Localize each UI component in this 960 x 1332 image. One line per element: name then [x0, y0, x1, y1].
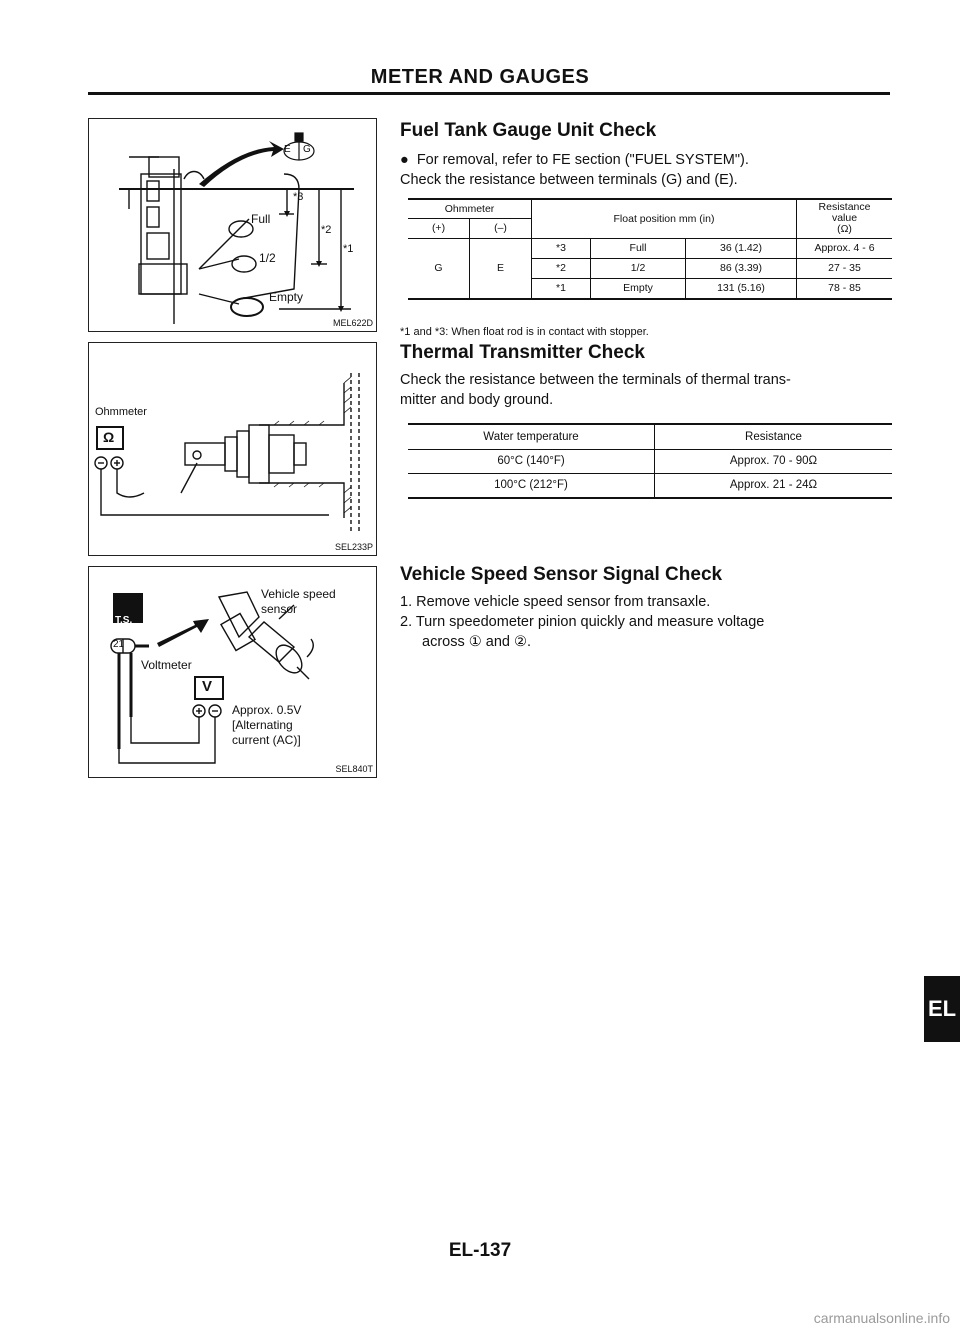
- half-label: 1/2: [259, 251, 276, 265]
- section-tab: EL: [924, 976, 960, 1042]
- marker-1-label: *1: [343, 243, 354, 255]
- resistance-header: Resistance: [655, 425, 893, 449]
- approx-voltage-label: Approx. 0.5V: [232, 703, 302, 717]
- page-title: METER AND GAUGES: [370, 66, 590, 88]
- position-cell: Full: [591, 238, 686, 258]
- fuel-instruction: Check the resistance between terminals (G) and (E).: [400, 172, 738, 188]
- thermal-text-line2: mitter and body ground.: [400, 392, 554, 408]
- position-cell: Empty: [591, 278, 686, 298]
- mm-cell: 36 (1.42): [686, 238, 797, 258]
- resistance-cell: 78 - 85: [797, 278, 893, 298]
- connector-21-label: 21: [113, 639, 125, 650]
- speed-step-2b: across ① and ②.: [422, 634, 532, 650]
- minus-terminal-cell: E: [470, 238, 532, 298]
- fuel-section-heading: Fuel Tank Gauge Unit Check: [400, 120, 657, 141]
- fuel-table-note: *1 and *3: When float rod is in contact with stopper.: [400, 326, 649, 338]
- omega-symbol: Ω: [103, 429, 115, 445]
- table-header-row: [408, 425, 892, 449]
- alternating-label: [Alternating: [232, 718, 293, 732]
- empty-label: Empty: [269, 290, 304, 304]
- mark-cell: *1: [532, 278, 591, 298]
- sensor-label: sensor: [261, 602, 298, 616]
- figure-code: SEL840T: [335, 764, 373, 774]
- thermal-spec-table: [408, 425, 892, 497]
- figure-code: MEL622D: [332, 318, 373, 328]
- ts-badge: T.S.: [115, 615, 133, 626]
- resistance-header-1: Resistance: [818, 201, 871, 214]
- water-temp-header: Water temperature: [483, 430, 579, 443]
- bullet-icon: ●: [400, 152, 417, 168]
- float-position-header: Float position mm (in): [532, 200, 797, 238]
- ac-label: current (AC)]: [232, 733, 301, 747]
- voltmeter-label: Voltmeter: [141, 658, 192, 672]
- speed-step-2: 2. Turn speedometer pinion quickly and measure voltage: [400, 614, 765, 630]
- thermal-section-heading: Thermal Transmitter Check: [400, 342, 645, 363]
- thermal-illustration: [89, 343, 376, 555]
- figure-code: SEL233P: [334, 542, 373, 552]
- position-cell: 1/2: [591, 258, 686, 278]
- speed-section-heading: Vehicle Speed Sensor Signal Check: [400, 564, 723, 585]
- mark-cell: *3: [532, 238, 591, 258]
- table-bottom-rule: [408, 497, 892, 499]
- plus-header: (+): [431, 222, 446, 234]
- temp-cell: 100°C (212°F): [494, 479, 568, 492]
- resistance-header: [797, 200, 893, 238]
- marker-2-label: *2: [321, 224, 332, 236]
- connector-g-label: G: [303, 144, 311, 155]
- fuel-spec-table-wrap: [408, 198, 892, 300]
- resistance-cell: 27 - 35: [797, 258, 893, 278]
- full-label: Full: [251, 212, 271, 226]
- marker-3-label: *3: [293, 191, 304, 203]
- fuel-gauge-illustration: [89, 119, 376, 331]
- vehicle-speed-label: Vehicle speed: [261, 587, 336, 601]
- temp-cell: 60°C (140°F): [497, 455, 565, 467]
- table-row: [408, 238, 892, 258]
- mm-cell: 131 (5.16): [686, 278, 797, 298]
- mark-cell: *2: [532, 258, 591, 278]
- minus-header: (–): [470, 218, 532, 238]
- resistance-cell: Approx. 21 - 24Ω: [655, 473, 893, 497]
- connector-e-label: E: [284, 144, 291, 155]
- table-row: [408, 473, 892, 497]
- ohmmeter-label: Ohmmeter: [95, 406, 147, 418]
- resistance-cell: Approx. 70 - 90Ω: [655, 449, 893, 473]
- watermark: carmanualsonline.info: [813, 1310, 950, 1326]
- fuel-bullet-text: For removal, refer to FE section ("FUEL SYSTEM").: [416, 152, 749, 168]
- thermal-text-line1: Check the resistance between the terminals of thermal trans-: [400, 372, 791, 388]
- mm-cell: 86 (3.39): [686, 258, 797, 278]
- resistance-header-2: value: [831, 212, 858, 225]
- fuel-spec-table: [408, 200, 892, 298]
- fuel-gauge-figure: [88, 118, 377, 332]
- table-row: [408, 449, 892, 473]
- ohmmeter-header: Ohmmeter: [408, 200, 532, 218]
- header-rule: [88, 92, 890, 95]
- thermal-figure: [88, 342, 377, 556]
- thermal-spec-table-wrap: [408, 423, 892, 499]
- speed-sensor-figure: [88, 566, 377, 778]
- volt-symbol: V: [202, 678, 213, 695]
- table-header-row: [408, 200, 892, 218]
- speed-step-1: 1. Remove vehicle speed sensor from transaxle.: [400, 594, 711, 610]
- table-bottom-rule: [408, 298, 892, 300]
- plus-terminal-cell: G: [434, 262, 443, 275]
- resistance-header-3: (Ω): [837, 223, 852, 236]
- page-number: EL-137: [448, 1240, 512, 1261]
- resistance-cell: Approx. 4 - 6: [797, 238, 893, 258]
- fuel-bullet: [400, 150, 749, 170]
